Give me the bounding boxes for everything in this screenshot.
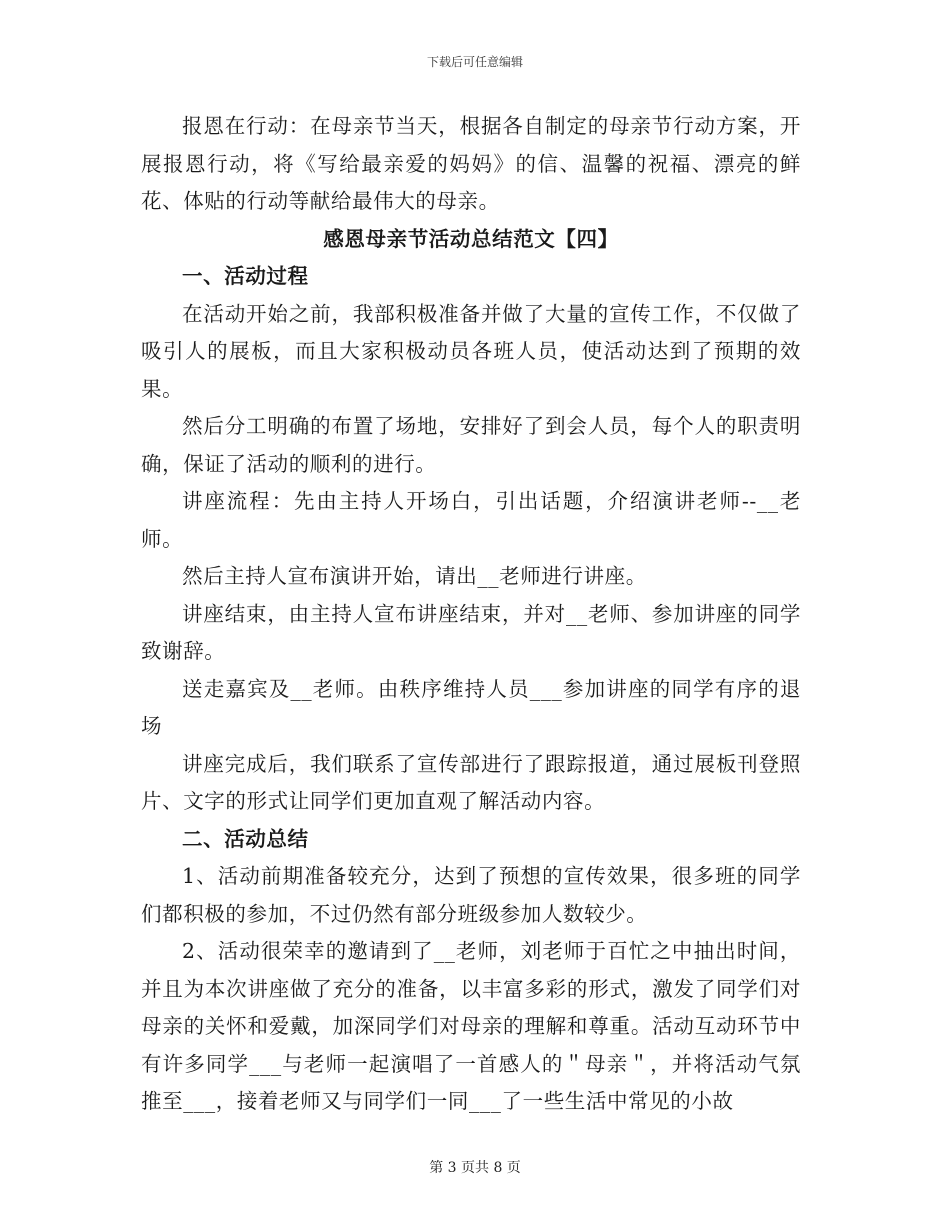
document-body <box>141 108 801 1121</box>
section-title: 感恩母亲节活动总结范文【四】 <box>323 226 619 251</box>
paragraph-lecture-start: 然后主持人宣布演讲开始，请出__老师进行讲座。 <box>182 564 647 588</box>
page-number: 第 3 页共 8 页 <box>429 1160 521 1176</box>
paragraph-venue: 然后分工明确的布置了场地，安排好了到会人员，每个人的职责明确，保证了活动的顺利的进行。 <box>141 414 801 476</box>
paragraph-lecture-flow: 讲座流程：先由主持人开场白，引出话题，介绍演讲老师--__老师。 <box>141 489 801 551</box>
page-header: 下载后可任意编辑 <box>426 55 523 69</box>
paragraph-lecture-end: 讲座结束，由主持人宣布讲座结束，并对__老师、参加讲座的同学致谢辞。 <box>141 601 801 663</box>
paragraph-farewell: 送走嘉宾及__老师。由秩序维持人员___参加讲座的同学有序的退场 <box>141 676 801 738</box>
heading-activity-summary: 二、活动总结 <box>182 826 309 851</box>
paragraph-report: 讲座完成后，我们联系了宣传部进行了跟踪报道，通过展板刊登照片、文字的形式让同学们更加直观了解活动内容。 <box>141 751 801 813</box>
paragraph-preparation: 在活动开始之前，我部积极准备并做了大量的宣传工作，不仅做了吸引人的展板，而且大家积极动员各班人员，使活动达到了预期的效果。 <box>141 301 801 401</box>
paragraph-summary-2: 2、活动很荣幸的邀请到了__老师，刘老师于百忙之中抽出时间，并且为本次讲座做了充分的准备，以丰富多彩的形式，激发了同学们对母亲的关怀和爱戴，加深同学们对母亲的理解和尊重。活动互动环节中有许多同学___与老师一起演唱了一首感人的＂母亲＂，并将活动气氛推至___，接着老师又与同学们一同___了一些生活中常见的小故 <box>141 939 801 1113</box>
paragraph-action: 报恩在行动：在母亲节当天，根据各自制定的母亲节行动方案，开展报恩行动，将《写给最亲爱的妈妈》的信、温馨的祝福、漂亮的鲜花、体贴的行动等献给最伟大的母亲。 <box>141 114 801 213</box>
paragraph-summary-1: 1、活动前期准备较充分，达到了预想的宣传效果，很多班的同学们都积极的参加，不过仍然有部分班级参加人数较少。 <box>141 864 801 926</box>
heading-activity-process: 一、活动过程 <box>182 264 309 288</box>
